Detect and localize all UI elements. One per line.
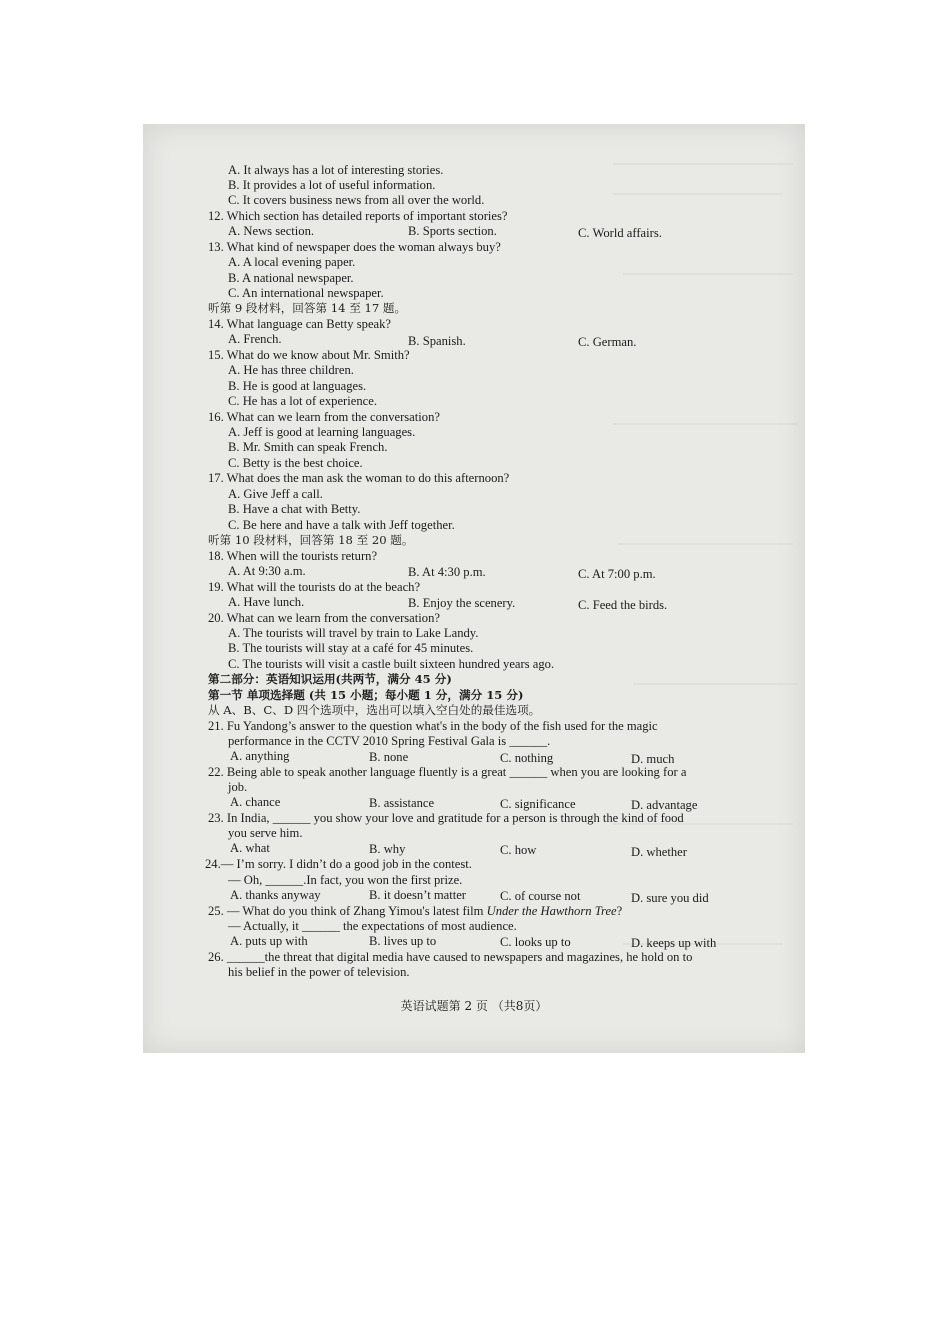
text-line: — Oh, ______.In fact, you won the first prize. xyxy=(228,873,463,887)
text-line: C. The tourists will visit a castle built sixteen hundred years ago. xyxy=(228,657,555,671)
text-line: 第二部分：英语知识运用(共两节，满分 45 分) xyxy=(208,672,452,686)
q25-film-title: Under the Hawthorn Tree xyxy=(486,904,617,918)
text-line: A. The tourists will travel by train to Lake Landy. xyxy=(228,626,479,640)
text-line: job. xyxy=(228,780,248,794)
text-line: 听第 10 段材料，回答第 18 至 20 题。 xyxy=(208,533,414,547)
answer-option: A. Have lunch. xyxy=(228,595,305,609)
text-line: A. Jeff is good at learning languages. xyxy=(228,425,416,439)
answer-option: B. Spanish. xyxy=(408,334,466,348)
text-line: B. It provides a lot of useful information. xyxy=(228,178,436,192)
page-footer: 英语试题第 2 页 （共8页） xyxy=(400,999,548,1013)
text-line: 16. What can we learn from the conversation? xyxy=(208,410,440,424)
answer-option: A. thanks anyway xyxy=(230,888,321,902)
text-line: B. He is good at languages. xyxy=(228,379,367,393)
text-line: his belief in the power of television. xyxy=(228,965,410,979)
answer-option: A. French. xyxy=(228,332,282,346)
answer-option: B. assistance xyxy=(369,796,435,810)
answer-option: C. Feed the birds. xyxy=(578,598,668,612)
answer-option: D. much xyxy=(631,752,675,766)
answer-option: C. looks up to xyxy=(500,935,571,949)
text-line: B. A national newspaper. xyxy=(228,271,354,285)
answer-option: A. At 9:30 a.m. xyxy=(228,564,306,578)
answer-option: D. advantage xyxy=(631,798,698,812)
text-line: — Actually, it ______ the expectations of most audience. xyxy=(228,919,517,933)
text-line: C. It covers business news from all over the world. xyxy=(228,193,485,207)
text-line: C. He has a lot of experience. xyxy=(228,394,377,408)
text-line: 22. Being able to speak another language fluently is a great ______ when you are looking for a xyxy=(208,765,687,779)
text-line: 从 A、B、C、D 四个选项中，选出可以填入空白处的最佳选项。 xyxy=(208,703,541,717)
answer-option: B. Enjoy the scenery. xyxy=(408,596,516,610)
answer-option: A. puts up with xyxy=(230,934,308,948)
text-line: C. Be here and have a talk with Jeff together. xyxy=(228,518,455,532)
answer-option: A. what xyxy=(230,841,270,855)
answer-option: C. At 7:00 p.m. xyxy=(578,567,656,581)
answer-option: B. lives up to xyxy=(369,934,437,948)
answer-option: D. keeps up with xyxy=(631,936,717,950)
text-line: performance in the CCTV 2010 Spring Festival Gala is ______. xyxy=(228,734,551,748)
answer-option: C. German. xyxy=(578,335,637,349)
text-line: 听第 9 段材料，回答第 14 至 17 题。 xyxy=(208,301,407,315)
text-line: B. Mr. Smith can speak French. xyxy=(228,440,388,454)
text-line: A. Give Jeff a call. xyxy=(228,487,323,501)
text-line: C. Betty is the best choice. xyxy=(228,456,363,470)
answer-option: B. why xyxy=(369,842,406,856)
answer-option: A. chance xyxy=(230,795,281,809)
answer-option: B. At 4:30 p.m. xyxy=(408,565,486,579)
text-line: 23. In India, ______ you show your love and gratitude for a person is through the kind of food xyxy=(208,811,684,825)
answer-option: D. sure you did xyxy=(631,891,709,905)
answer-option: B. Sports section. xyxy=(408,224,497,238)
answer-option: A. News section. xyxy=(228,224,315,238)
answer-option: C. of course not xyxy=(500,889,581,903)
text-line: 12. Which section has detailed reports of important stories? xyxy=(208,209,508,223)
text-line: 第一节 单项选择题 (共 15 小题；每小题 1 分，满分 15 分) xyxy=(208,688,524,702)
text-line: 21. Fu Yandong’s answer to the question what's in the body of the fish used for the magic xyxy=(208,719,658,733)
answer-option: D. whether xyxy=(631,845,687,859)
answer-option: C. nothing xyxy=(500,751,554,765)
text-line: A. It always has a lot of interesting stories. xyxy=(228,163,444,177)
text-line: C. An international newspaper. xyxy=(228,286,384,300)
answer-option: C. World affairs. xyxy=(578,226,662,240)
answer-option: C. how xyxy=(500,843,537,857)
text-line: 24.— I’m sorry. I didn’t do a good job in the contest. xyxy=(205,857,472,871)
text-line: you serve him. xyxy=(228,826,303,840)
answer-option: C. significance xyxy=(500,797,576,811)
q25-suffix: ? xyxy=(616,904,623,918)
text-line: 15. What do we know about Mr. Smith? xyxy=(208,348,410,362)
text-line: A. A local evening paper. xyxy=(228,255,356,269)
text-line: 19. What will the tourists do at the beach? xyxy=(208,580,421,594)
scanned-exam-page xyxy=(143,124,805,1053)
text-line: 14. What language can Betty speak? xyxy=(208,317,392,331)
text-line: 18. When will the tourists return? xyxy=(208,549,378,563)
q25-prefix: 25. — What do you think of Zhang Yimou's latest film xyxy=(208,904,487,918)
text-line: 20. What can we learn from the conversation? xyxy=(208,611,440,625)
answer-option: B. none xyxy=(369,750,409,764)
question-25-stem xyxy=(208,904,622,919)
text-line: B. The tourists will stay at a café for 45 minutes. xyxy=(228,641,474,655)
answer-option: B. it doesn’t matter xyxy=(369,888,467,902)
text-line: B. Have a chat with Betty. xyxy=(228,502,361,516)
text-line: 13. What kind of newspaper does the woman always buy? xyxy=(208,240,501,254)
text-line: A. He has three children. xyxy=(228,363,354,377)
answer-option: A. anything xyxy=(230,749,290,763)
text-line: 26. ______the threat that digital media have caused to newspapers and magazines, he hold on to xyxy=(208,950,693,964)
text-line: 17. What does the man ask the woman to do this afternoon? xyxy=(208,471,510,485)
